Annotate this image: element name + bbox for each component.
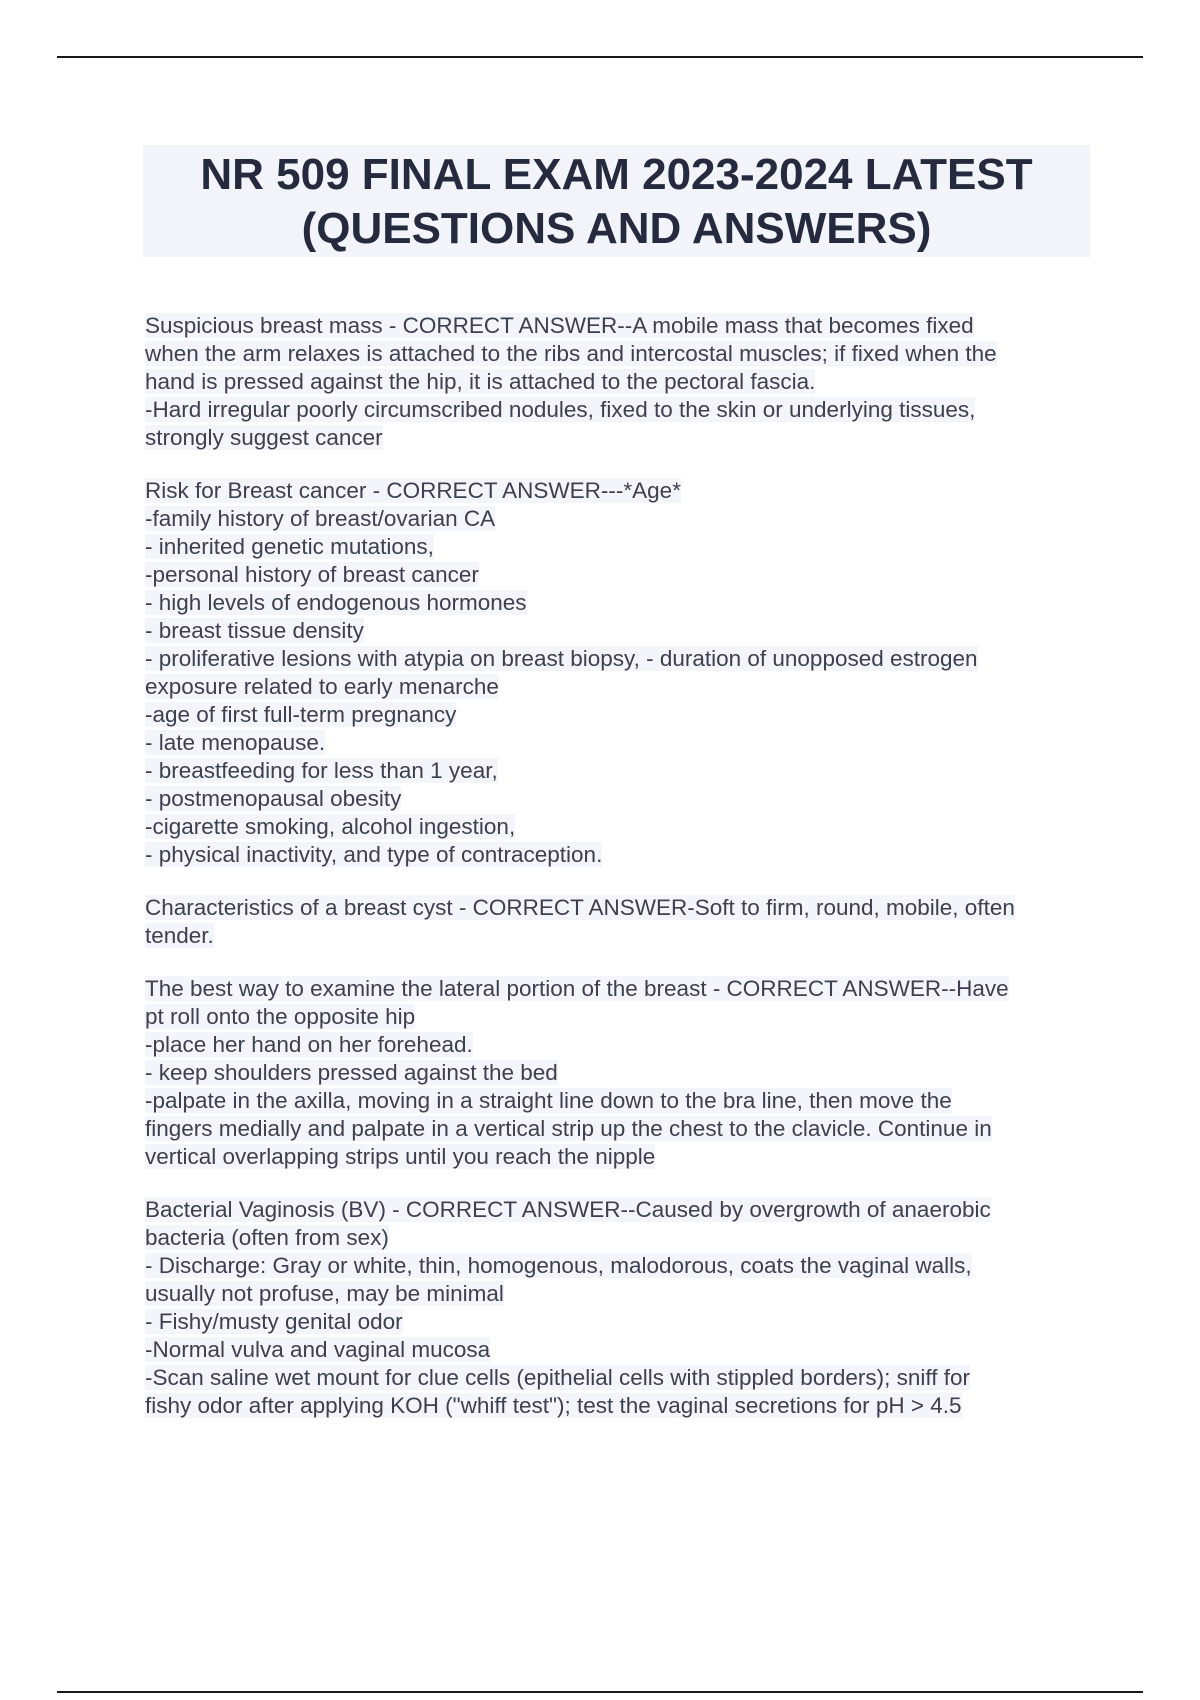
top-rule <box>57 56 1143 58</box>
qa-content <box>145 312 1095 1445</box>
qa-line: usually not profuse, may be minimal <box>145 1281 504 1306</box>
qa-line: -age of first full-term pregnancy <box>145 702 457 727</box>
qa-line: -Normal vulva and vaginal mucosa <box>145 1337 491 1362</box>
qa-line: exposure related to early menarche <box>145 674 499 699</box>
qa-line: - breast tissue density <box>145 618 364 643</box>
qa-line: Bacterial Vaginosis (BV) - CORRECT ANSWER--Caused by overgrowth of anaerobic <box>145 1197 991 1222</box>
qa-line: bacteria (often from sex) <box>145 1225 389 1250</box>
qa-line: vertical overlapping strips until you reach the nipple <box>145 1144 656 1169</box>
qa-line: tender. <box>145 923 214 948</box>
qa-line: - physical inactivity, and type of contraception. <box>145 842 603 867</box>
qa-line: The best way to examine the lateral portion of the breast - CORRECT ANSWER--Have <box>145 976 1009 1001</box>
qa-line: - proliferative lesions with atypia on breast biopsy, - duration of unopposed estrogen <box>145 646 978 671</box>
qa-line: fishy odor after applying KOH ("whiff test"); test the vaginal secretions for pH > 4.5 <box>145 1393 962 1418</box>
qa-line: strongly suggest cancer <box>145 425 383 450</box>
qa-line: fingers medially and palpate in a vertical strip up the chest to the clavicle. Continue in <box>145 1116 992 1141</box>
qa-line: Suspicious breast mass - CORRECT ANSWER--A mobile mass that becomes fixed <box>145 313 974 338</box>
qa-line: -palpate in the axilla, moving in a straight line down to the bra line, then move the <box>145 1088 952 1113</box>
title-line-2: (QUESTIONS AND ANSWERS) <box>301 204 932 253</box>
title-block <box>143 145 1090 257</box>
qa-line: -family history of breast/ovarian CA <box>145 506 496 531</box>
qa-line: Characteristics of a breast cyst - CORRECT ANSWER-Soft to firm, round, mobile, often <box>145 895 1015 920</box>
qa-line: -personal history of breast cancer <box>145 562 479 587</box>
qa-line: -Hard irregular poorly circumscribed nodules, fixed to the skin or underlying tissues, <box>145 397 976 422</box>
qa-suspicious-breast-mass <box>145 312 1095 452</box>
document-title <box>143 145 1090 256</box>
qa-line: pt roll onto the opposite hip <box>145 1004 416 1029</box>
title-line-1: NR 509 FINAL EXAM 2023-2024 LATEST <box>200 150 1033 199</box>
qa-line: - late menopause. <box>145 730 326 755</box>
qa-line: -cigarette smoking, alcohol ingestion, <box>145 814 516 839</box>
qa-line: -place her hand on her forehead. <box>145 1032 473 1057</box>
qa-bacterial-vaginosis <box>145 1196 1095 1420</box>
qa-line: -Scan saline wet mount for clue cells (epithelial cells with stippled borders); sniff for <box>145 1365 970 1390</box>
qa-line: hand is pressed against the hip, it is attached to the pectoral fascia. <box>145 369 816 394</box>
qa-lateral-breast-exam <box>145 975 1095 1171</box>
qa-line: - Discharge: Gray or white, thin, homogenous, malodorous, coats the vaginal walls, <box>145 1253 972 1278</box>
qa-line: - breastfeeding for less than 1 year, <box>145 758 498 783</box>
qa-breast-cyst <box>145 894 1095 950</box>
qa-line: - postmenopausal obesity <box>145 786 402 811</box>
qa-risk-breast-cancer <box>145 477 1095 869</box>
qa-line: - high levels of endogenous hormones <box>145 590 527 615</box>
bottom-rule <box>57 1691 1143 1693</box>
qa-line: Risk for Breast cancer - CORRECT ANSWER---*Age* <box>145 478 681 503</box>
qa-line: - keep shoulders pressed against the bed <box>145 1060 558 1085</box>
qa-line: - Fishy/musty genital odor <box>145 1309 403 1334</box>
qa-line: - inherited genetic mutations, <box>145 534 434 559</box>
qa-line: when the arm relaxes is attached to the ribs and intercostal muscles; if fixed when the <box>145 341 997 366</box>
